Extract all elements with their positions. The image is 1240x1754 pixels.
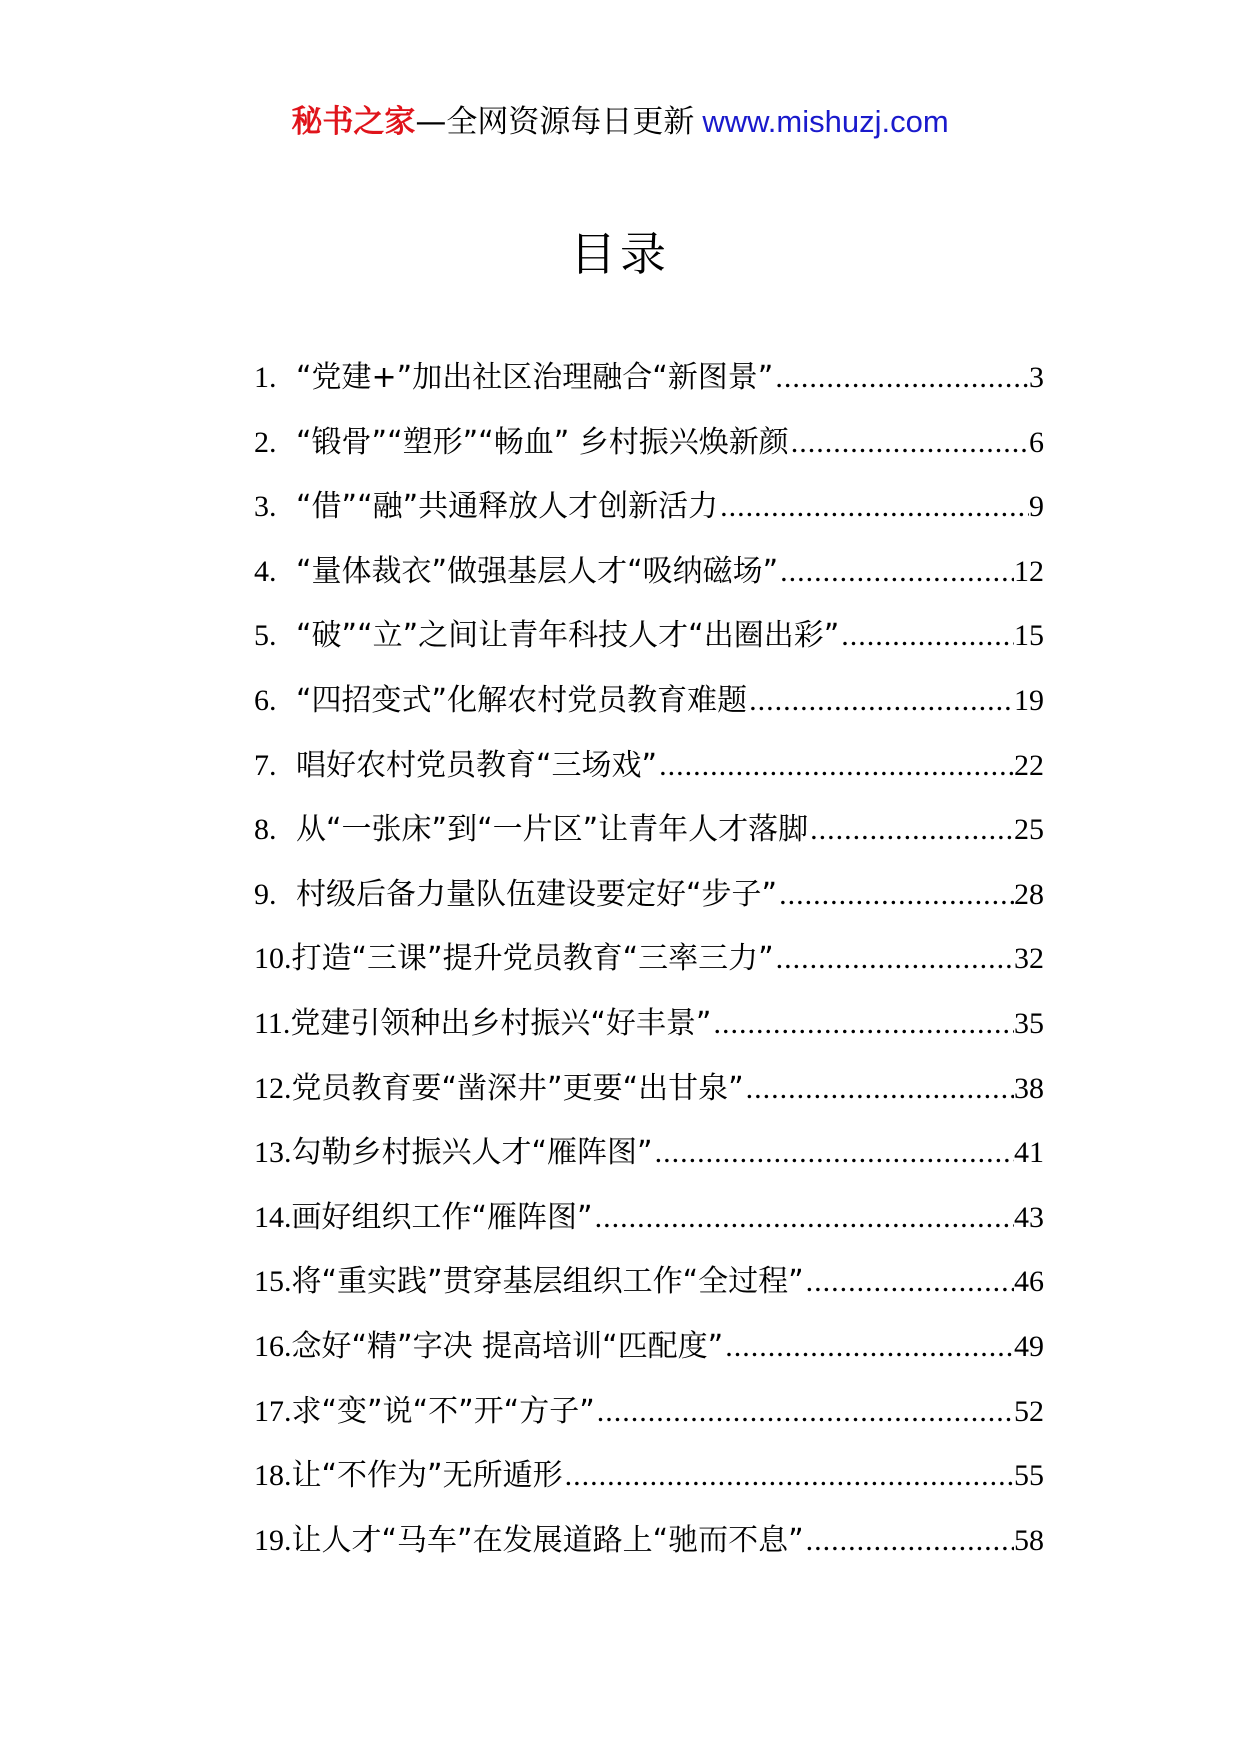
page-title: 目录	[570, 227, 670, 281]
toc-entry-title: 党员教育要“凿深井”更要“出甘泉”	[291, 1070, 744, 1106]
toc-entry-title: 求“变”说“不”开“方子”	[291, 1393, 595, 1429]
toc-entry-title: 将“重实践”贯穿基层组织工作“全过程”	[291, 1264, 804, 1300]
toc-entry-page-number: 43	[1014, 1200, 1044, 1234]
toc-entry[interactable]	[254, 744, 1044, 809]
toc-entry[interactable]	[254, 1325, 1044, 1390]
toc-entry-page-number: 28	[1014, 877, 1044, 911]
toc-entry-number: 10.	[254, 942, 292, 976]
toc-entry-number: 16.	[254, 1329, 292, 1363]
toc-entry-title: 从“一张床”到“一片区”让青年人才落脚	[296, 812, 809, 848]
toc-entry[interactable]	[254, 808, 1044, 873]
toc-entry[interactable]	[254, 485, 1044, 550]
site-banner	[0, 100, 1240, 144]
toc-entry-number: 18.	[254, 1459, 292, 1493]
toc-entry-title: “锻骨”“塑形”“畅血” 乡村振兴焕新颜	[296, 424, 789, 460]
toc-entry-page-number: 46	[1014, 1265, 1044, 1299]
banner-tagline: —全网资源每日更新	[415, 104, 695, 140]
toc-entry-page-number: 55	[1014, 1459, 1044, 1493]
toc-entry[interactable]	[254, 550, 1044, 615]
toc-dot-leader	[804, 1260, 1014, 1304]
toc-entry[interactable]	[254, 614, 1044, 679]
toc-entry[interactable]	[254, 873, 1044, 938]
toc-entry-number: 7.	[254, 748, 277, 782]
toc-entry-number: 19.	[254, 1523, 292, 1557]
toc-entry-page-number: 12	[1014, 554, 1044, 588]
toc-entry-number: 8.	[254, 813, 277, 847]
toc-dot-leader	[595, 1390, 1014, 1434]
toc-dot-leader	[777, 873, 1014, 917]
toc-entry-title: “破”“立”之间让青年科技人才“出圈出彩”	[296, 618, 840, 654]
toc-entry-number: 11.	[254, 1006, 291, 1040]
toc-dot-leader	[773, 356, 1029, 400]
toc-entry-title: 村级后备力量队伍建设要定好“步子”	[296, 876, 778, 912]
toc-entry-title: “量体裁衣”做强基层人才“吸纳磁场”	[296, 553, 779, 589]
toc-entry-number: 2.	[254, 425, 277, 459]
toc-entry-title: 画好组织工作“雁阵图”	[291, 1199, 593, 1235]
toc-entry-title: 党建引领种出乡村振兴“好丰景”	[290, 1005, 712, 1041]
table-of-contents	[254, 356, 1044, 1583]
toc-entry-title: “借”“融”共通释放人才创新活力	[296, 489, 719, 525]
toc-entry-page-number: 19	[1014, 683, 1044, 717]
toc-entry-page-number: 3	[1029, 361, 1044, 394]
toc-dot-leader	[563, 1454, 1014, 1498]
toc-entry-title: 让“不作为”无所遁形	[291, 1458, 563, 1494]
site-url-link[interactable]: www.mishuzj.com	[702, 104, 949, 139]
toc-entry[interactable]	[254, 1196, 1044, 1261]
toc-dot-leader	[711, 1002, 1014, 1046]
toc-dot-leader	[778, 550, 1014, 594]
toc-dot-leader	[723, 1325, 1014, 1369]
toc-entry[interactable]	[254, 937, 1044, 1002]
toc-dot-leader	[718, 485, 1029, 529]
toc-entry-page-number: 32	[1014, 942, 1044, 976]
toc-entry-page-number: 9	[1029, 490, 1044, 524]
toc-entry-title: “党建+”加出社区治理融合“新图景”	[296, 360, 774, 395]
toc-entry-title: 打造“三课”提升党员教育“三率三力”	[291, 941, 774, 977]
toc-entry-page-number: 35	[1014, 1006, 1044, 1040]
toc-entry-number: 9.	[254, 877, 277, 911]
toc-dot-leader	[593, 1196, 1014, 1240]
toc-entry-page-number: 52	[1014, 1394, 1044, 1428]
toc-dot-leader	[804, 1519, 1014, 1563]
toc-entry-page-number: 49	[1014, 1329, 1044, 1363]
toc-entry-page-number: 38	[1014, 1071, 1044, 1105]
toc-entry[interactable]	[254, 679, 1044, 744]
toc-entry[interactable]	[254, 1519, 1044, 1584]
toc-dot-leader	[774, 937, 1014, 981]
toc-entry-number: 1.	[254, 361, 277, 394]
toc-entry-number: 17.	[254, 1394, 292, 1428]
brand-name: 秘书之家	[291, 104, 416, 140]
toc-entry-number: 13.	[254, 1136, 292, 1170]
toc-entry-title: “四招变式”化解农村党员教育难题	[296, 682, 748, 718]
toc-entry-page-number: 41	[1014, 1136, 1044, 1170]
toc-entry[interactable]	[254, 1002, 1044, 1067]
toc-entry[interactable]	[254, 421, 1044, 486]
toc-dot-leader	[789, 421, 1029, 465]
toc-entry-page-number: 58	[1014, 1523, 1044, 1557]
toc-dot-leader	[744, 1067, 1014, 1111]
toc-entry-title: 勾勒乡村振兴人才“雁阵图”	[291, 1135, 653, 1171]
toc-entry-title: 唱好农村党员教育“三场戏”	[296, 747, 658, 783]
toc-entry-title: 让人才“马车”在发展道路上“驰而不息”	[291, 1522, 804, 1558]
toc-entry-page-number: 15	[1014, 619, 1044, 653]
toc-entry[interactable]	[254, 1390, 1044, 1455]
toc-entry-page-number: 22	[1014, 748, 1044, 782]
toc-dot-leader	[653, 1131, 1014, 1175]
toc-dot-leader	[657, 744, 1014, 788]
toc-entry-number: 12.	[254, 1071, 292, 1105]
toc-entry-page-number: 6	[1029, 425, 1044, 459]
toc-entry-number: 3.	[254, 490, 277, 524]
toc-entry[interactable]	[254, 1131, 1044, 1196]
toc-entry-number: 4.	[254, 554, 277, 588]
toc-entry-number: 15.	[254, 1265, 292, 1299]
toc-entry[interactable]	[254, 1260, 1044, 1325]
toc-entry-number: 5.	[254, 619, 277, 653]
toc-entry[interactable]	[254, 1067, 1044, 1132]
toc-entry-title: 念好“精”字决 提高培训“匹配度”	[291, 1328, 724, 1364]
toc-entry[interactable]	[254, 1454, 1044, 1519]
toc-dot-leader	[747, 679, 1014, 723]
toc-entry-number: 6.	[254, 683, 277, 717]
toc-entry[interactable]	[254, 356, 1044, 421]
toc-dot-leader	[839, 614, 1014, 658]
toc-entry-page-number: 25	[1014, 813, 1044, 847]
toc-dot-leader	[808, 808, 1014, 852]
toc-entry-number: 14.	[254, 1200, 292, 1234]
